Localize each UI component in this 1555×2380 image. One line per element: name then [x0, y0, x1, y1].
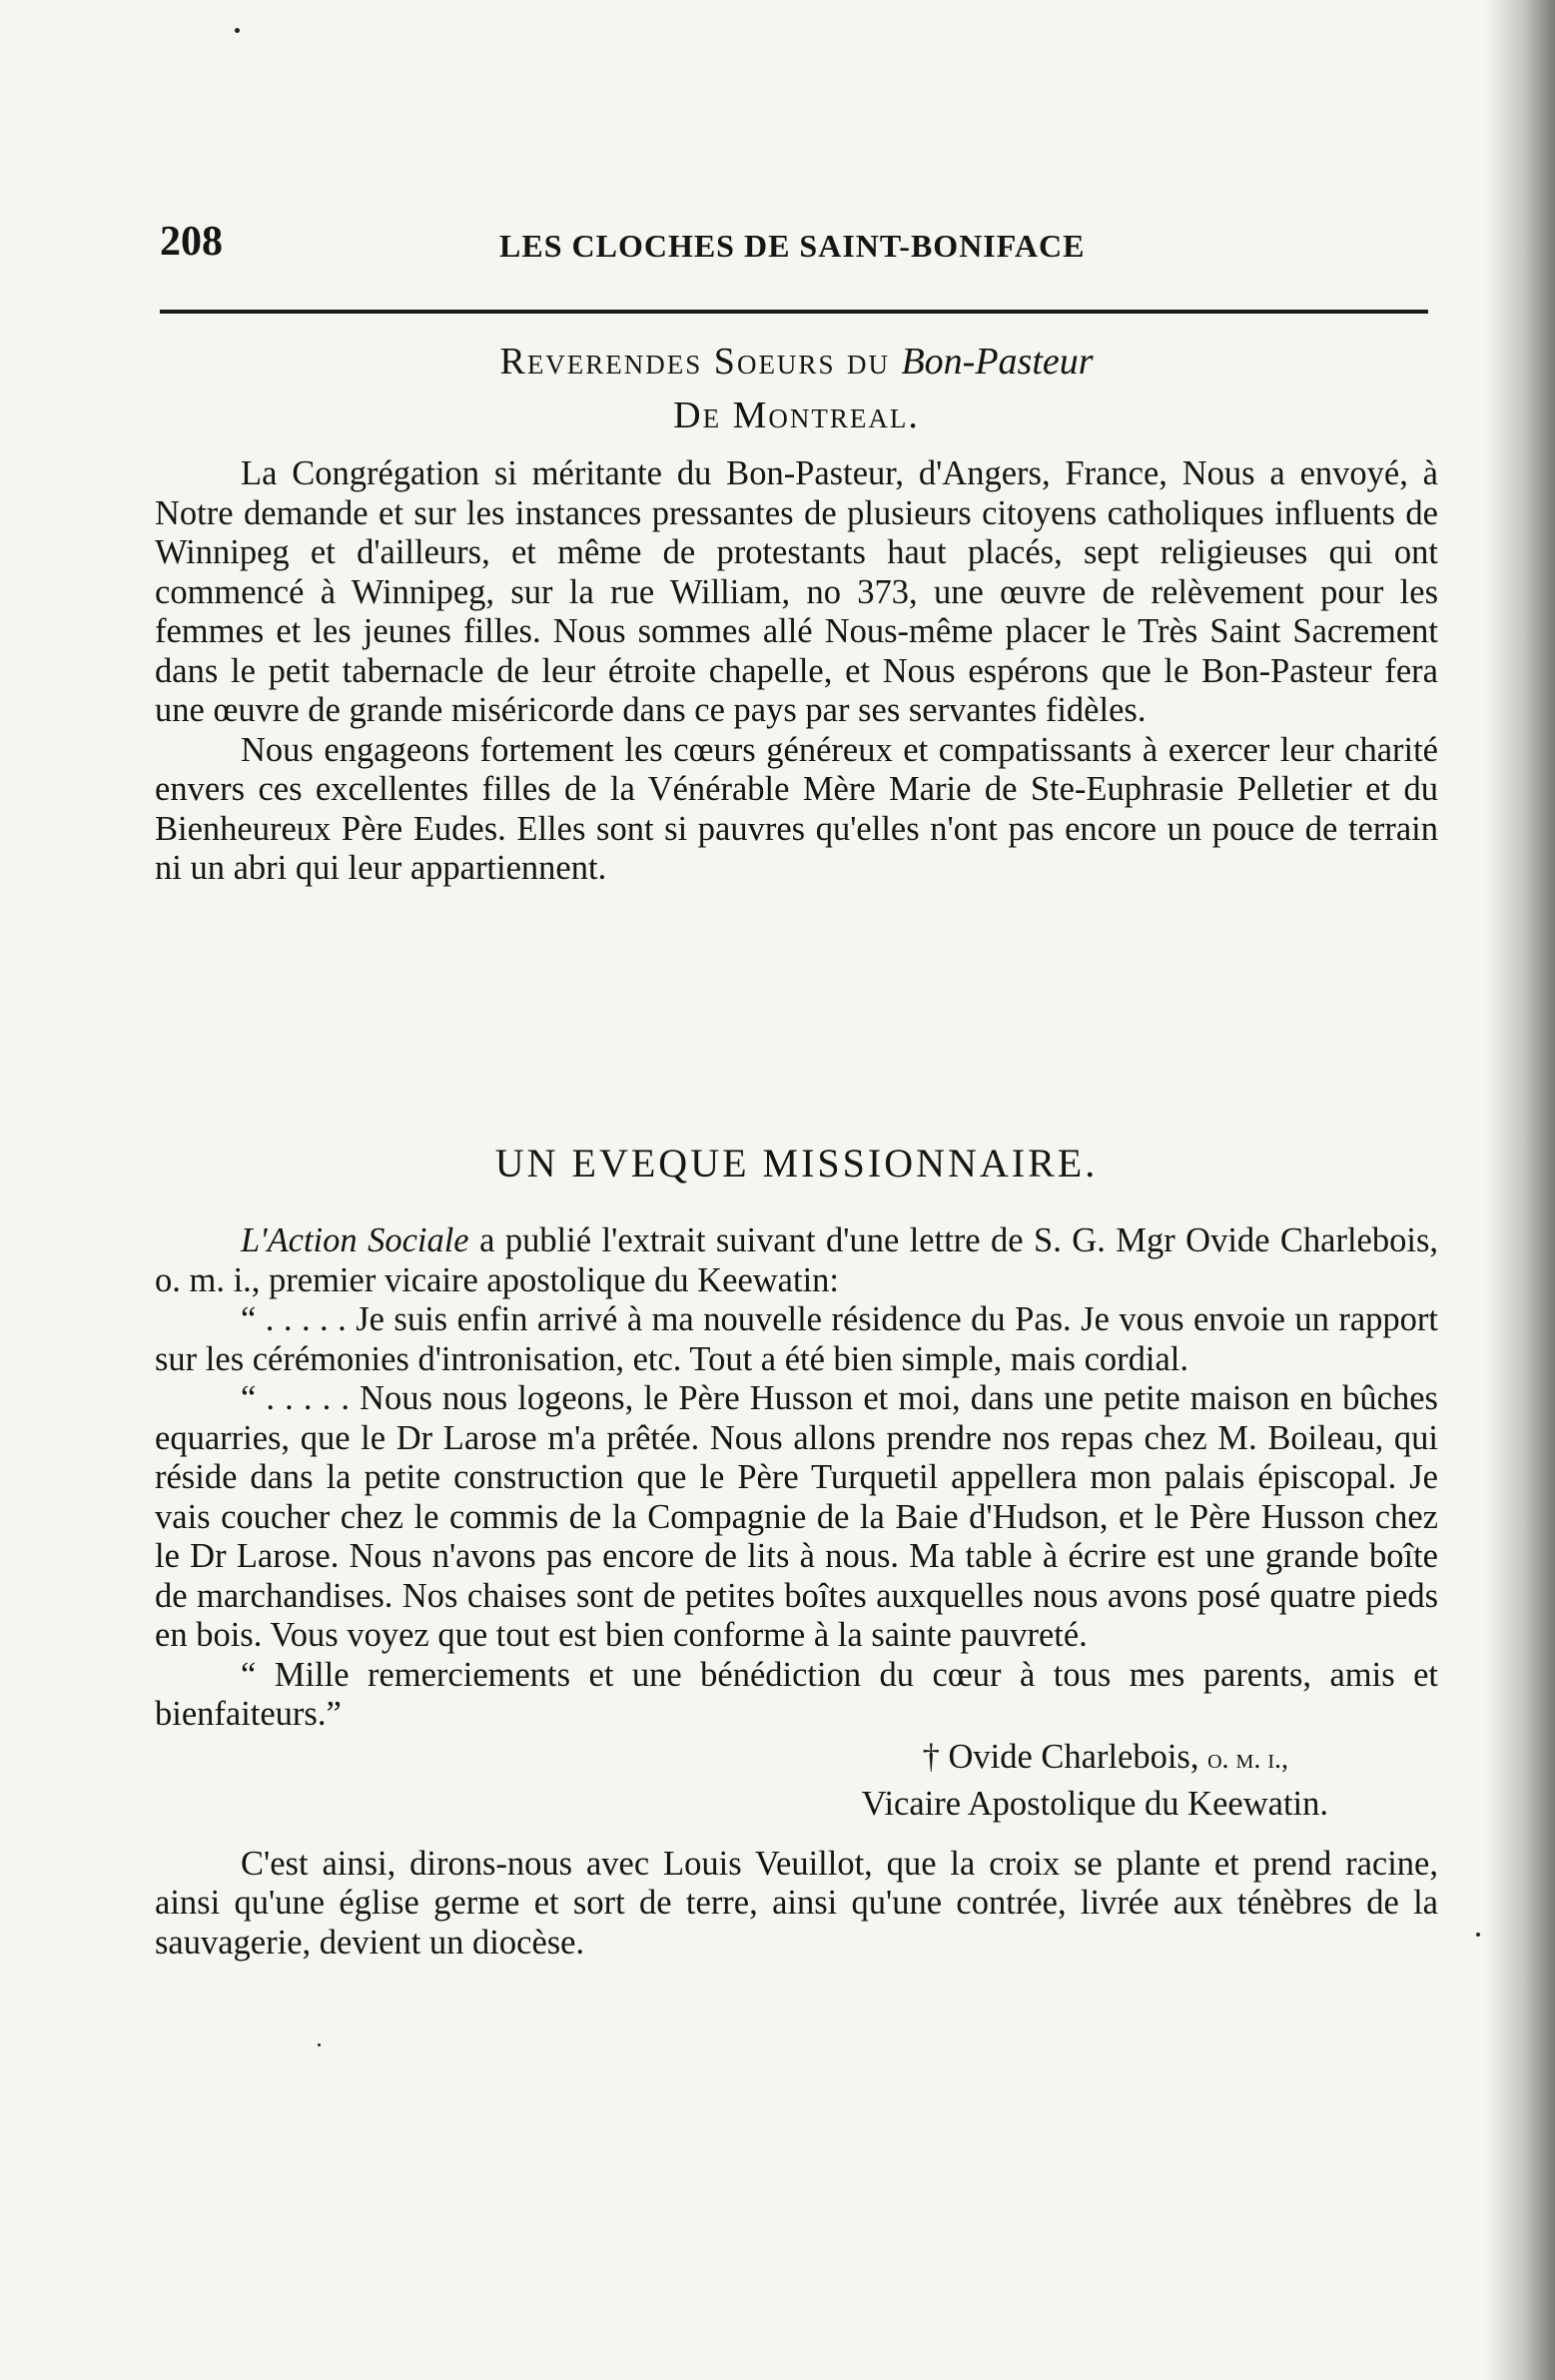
intro-rest: a publié l'extrait suivant d'une lettre de S. G. Mgr Ovide Charlebois, o. m. i., premier vicaire apostolique du Keewatin:: [155, 1221, 1439, 1299]
signature-name: † Ovide Charlebois,: [922, 1737, 1199, 1776]
section-bon-pasteur: [155, 335, 1438, 889]
running-head: LES CLOCHES DE SAINT-BONIFACE: [499, 228, 1086, 264]
page-number: 208: [160, 219, 223, 265]
quote-paragraph-1: “ . . . . . Je suis enfin arrivé à ma nouvelle résidence du Pas. Je vous envoie un rapport sur les cérémonies d'intronisation, etc. Tout a été bien simple, mais cordial.: [155, 1300, 1438, 1378]
section-eveque-missionnaire: [155, 1134, 1438, 1963]
section-heading-prefix: Reverendes Soeurs du: [499, 341, 890, 383]
signature-title: Vicaire Apostolique du Keewatin.: [861, 1784, 1328, 1823]
header-rule: [160, 310, 1428, 314]
page-header: [160, 218, 1428, 278]
section-heading-italic: Bon-Pasteur: [901, 341, 1094, 383]
page-edge-shadow: [1485, 0, 1555, 2380]
scan-speck: [1476, 1933, 1480, 1937]
section-heading-line2: De Montreal.: [673, 395, 920, 436]
article-title: UN EVEQUE MISSIONNAIRE.: [494, 1141, 1099, 1186]
paragraph-1: La Congrégation si méritante du Bon-Pasteur, d'Angers, France, Nous a envoyé, à Notre demande et sur les instances pressantes de plusieurs citoyens catholiques influents de Winnipeg et d'ailleurs, et même de protestants haut placés, sept religieuses qui ont commencé à Winnipeg, sur la rue William, no 373, une œuvre de relèvement pour les femmes et les jeunes filles. Nous sommes allé Nous-même placer le Très Saint Sacrement dans le petit tabernacle de leur étroite chapelle, et Nous espérons que le Bon-Pasteur fera une œuvre de grande miséricorde dans ce pays par ses servantes fidèles.: [155, 454, 1438, 729]
section-heading: [155, 335, 1438, 389]
paragraph-2: Nous engageons fortement les cœurs généreux et compatissants à exercer leur charité envers ces excellentes filles de la Vénérable Mère Marie de Ste-Euphrasie Pelletier et du Bienheureux Père Eudes. Elles sont si pauvres qu'elles n'ont pas encore un pouce de terrain ni un abri qui leur appartiennent.: [155, 730, 1438, 887]
scan-speck: [318, 2043, 321, 2046]
quote-paragraph-2: “ . . . . . Nous nous logeons, le Père Husson et moi, dans une petite maison en bûches equarries, que le Dr Larose m'a prêtée. Nous allons prendre nos repas chez M. Boileau, qui réside dans la petite construction que le Père Turquetil appellera mon palais épiscopal. Je vais coucher chez le commis de la Compagnie de la Baie d'Hudson, et le Père Husson chez le Dr Larose. Nous n'avons pas encore de lits à nous. Ma table à écrire est une grande boîte de marchandises. Nos chaises sont de petites boîtes auxquelles nous avons posé quatre pieds en bois. Vous voyez que tout est bien conforme à la sainte pauvreté.: [155, 1379, 1438, 1654]
signature-order: o. m. i.,: [1207, 1743, 1288, 1775]
intro-paragraph: [155, 1221, 1438, 1300]
scan-speck: [235, 28, 240, 33]
signature-name-line: [155, 1735, 1438, 1782]
quote-paragraph-3: “ Mille remerciements et une bénédiction du cœur à tous mes parents, amis et bienfaiteurs.”: [155, 1655, 1438, 1733]
closing-paragraph: C'est ainsi, dirons-nous avec Louis Veuillot, que la croix se plante et prend racine, ainsi qu'une église germe et sort de terre, ainsi qu'une contrée, livrée aux ténèbres de la sauvagerie, devient un diocèse.: [155, 1844, 1438, 1962]
intro-italic: L'Action Sociale: [241, 1221, 469, 1259]
